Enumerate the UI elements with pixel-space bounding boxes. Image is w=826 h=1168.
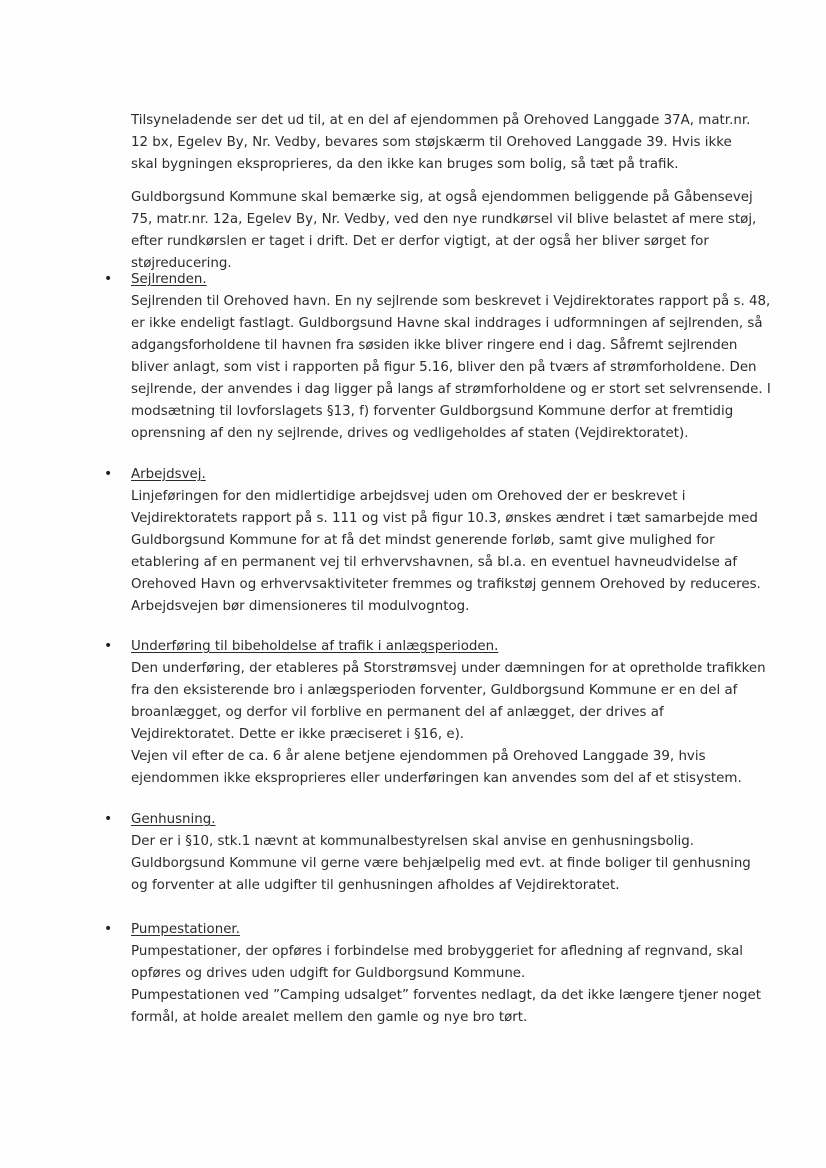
- section-arbejdsvej: [104, 463, 771, 618]
- section-body-2: Pumpestationen ved ”Camping udsalget” forventes nedlagt, da det ikke længere tjener noget formål, at holde arealet mellem den gamle og nye bro tørt.: [131, 988, 761, 1025]
- section-sejlrenden: [104, 268, 771, 445]
- intro-paragraph-2: Guldborgsund Kommune skal bemærke sig, at også ejendommen beliggende på Gåbensevej 75, matr.nr. 12a, Egelev By, Nr. Vedby, ved den nye rundkørsel vil blive belastet af mere støj, efter rundkørslen er taget i drift. Det er derfor vigtigt, at der også her bliver sørget for støjreducering.: [131, 190, 757, 271]
- section-heading: Underføring til bibeholdelse af trafik i anlægsperioden.: [131, 639, 499, 654]
- section-pumpestationer: [104, 918, 771, 1029]
- section-body: Sejlrenden til Orehoved havn. En ny sejlrende som beskrevet i Vejdirektorates rapport på s. 48, er ikke endeligt fastlagt. Guldborgsund Havne skal inddrages i udformningen af sejlrenden, så adgangsforholdene til havnen fra søsiden ikke bliver ringere end i dag. Såfremt sejlrenden bliver anlagt, som vist i rapporten på figur 5.16, bliver den på tværs af strømforholdene. Den sejlrende, der anvendes i dag ligger på langs af strømforholdene og er stort set selvrensende. I modsætning til lovforslagets §13, f) forventer Guldborgsund Kommune derfor at fremtidig oprensning af den ny sejlrende, drives og vedligeholdes af staten (Vejdirektoratet).: [131, 294, 771, 441]
- section-genhusning: [104, 808, 771, 897]
- section-heading: Sejlrenden.: [131, 272, 207, 287]
- bullet-marker: •: [104, 638, 113, 654]
- intro-paragraph-1: Tilsyneladende ser det ud til, at en del af ejendommen på Orehoved Langgade 37A, matr.nr. 12 bx, Egelev By, Nr. Vedby, bevares som støjskærm til Orehoved Langgade 39. Hvis ikke skal bygningen eksproprieres, da den ikke kan bruges som bolig, så tæt på trafik.: [131, 113, 751, 172]
- section-body: Linjeføringen for den midlertidige arbejdsvej uden om Orehoved der er beskrevet i Vejdirektoratets rapport på s. 111 og vist på figur 10.3, ønskes ændret i tæt samarbejde med Guldborgsund Kommune for at få det mindst generende forløb, samt give mulighed for etablering af en permanent vej til erhvervshavnen, så bl.a. en eventuel havneudvidelse af Orehoved Havn og erhvervsaktiviteter fremmes og trafikstøj gennem Orehoved by reduceres. Arbejdsvejen bør dimensioneres til modulvogntog.: [131, 489, 761, 614]
- bullet-marker: •: [104, 271, 113, 287]
- section-underforing: [104, 635, 771, 790]
- section-body: Der er i §10, stk.1 nævnt at kommunalbestyrelsen skal anvise en genhusningsbolig. Guldborgsund Kommune vil gerne være behjælpelig med evt. at finde boliger til genhusning og forventer at alle udgifter til genhusningen afholdes af Vejdirektoratet.: [131, 834, 751, 893]
- section-body: Pumpestationer, der opføres i forbindelse med brobyggeriet for afledning af regnvand, skal opføres og drives uden udgift for Guldborgsund Kommune.: [131, 944, 743, 981]
- section-heading: Genhusning.: [131, 812, 216, 827]
- bullet-marker: •: [104, 921, 113, 937]
- section-body: Den underføring, der etableres på Storstrømsvej under dæmningen for at opretholde trafikken fra den eksisterende bro i anlægsperioden forventer, Guldborgsund Kommune er en del af broanlægget, og derfor vil forblive en permanent del af anlægget, der drives af Vejdirektoratet. Dette er ikke præciseret i §16, e).: [131, 661, 766, 742]
- bullet-marker: •: [104, 811, 113, 827]
- bullet-marker: •: [104, 466, 113, 482]
- section-heading: Pumpestationer.: [131, 922, 240, 937]
- section-heading: Arbejdsvej.: [131, 467, 206, 482]
- section-body-2: Vejen vil efter de ca. 6 år alene betjene ejendommen på Orehoved Langgade 39, hvis ejendommen ikke eksproprieres eller underføringen kan anvendes som del af et stisystem.: [131, 749, 742, 786]
